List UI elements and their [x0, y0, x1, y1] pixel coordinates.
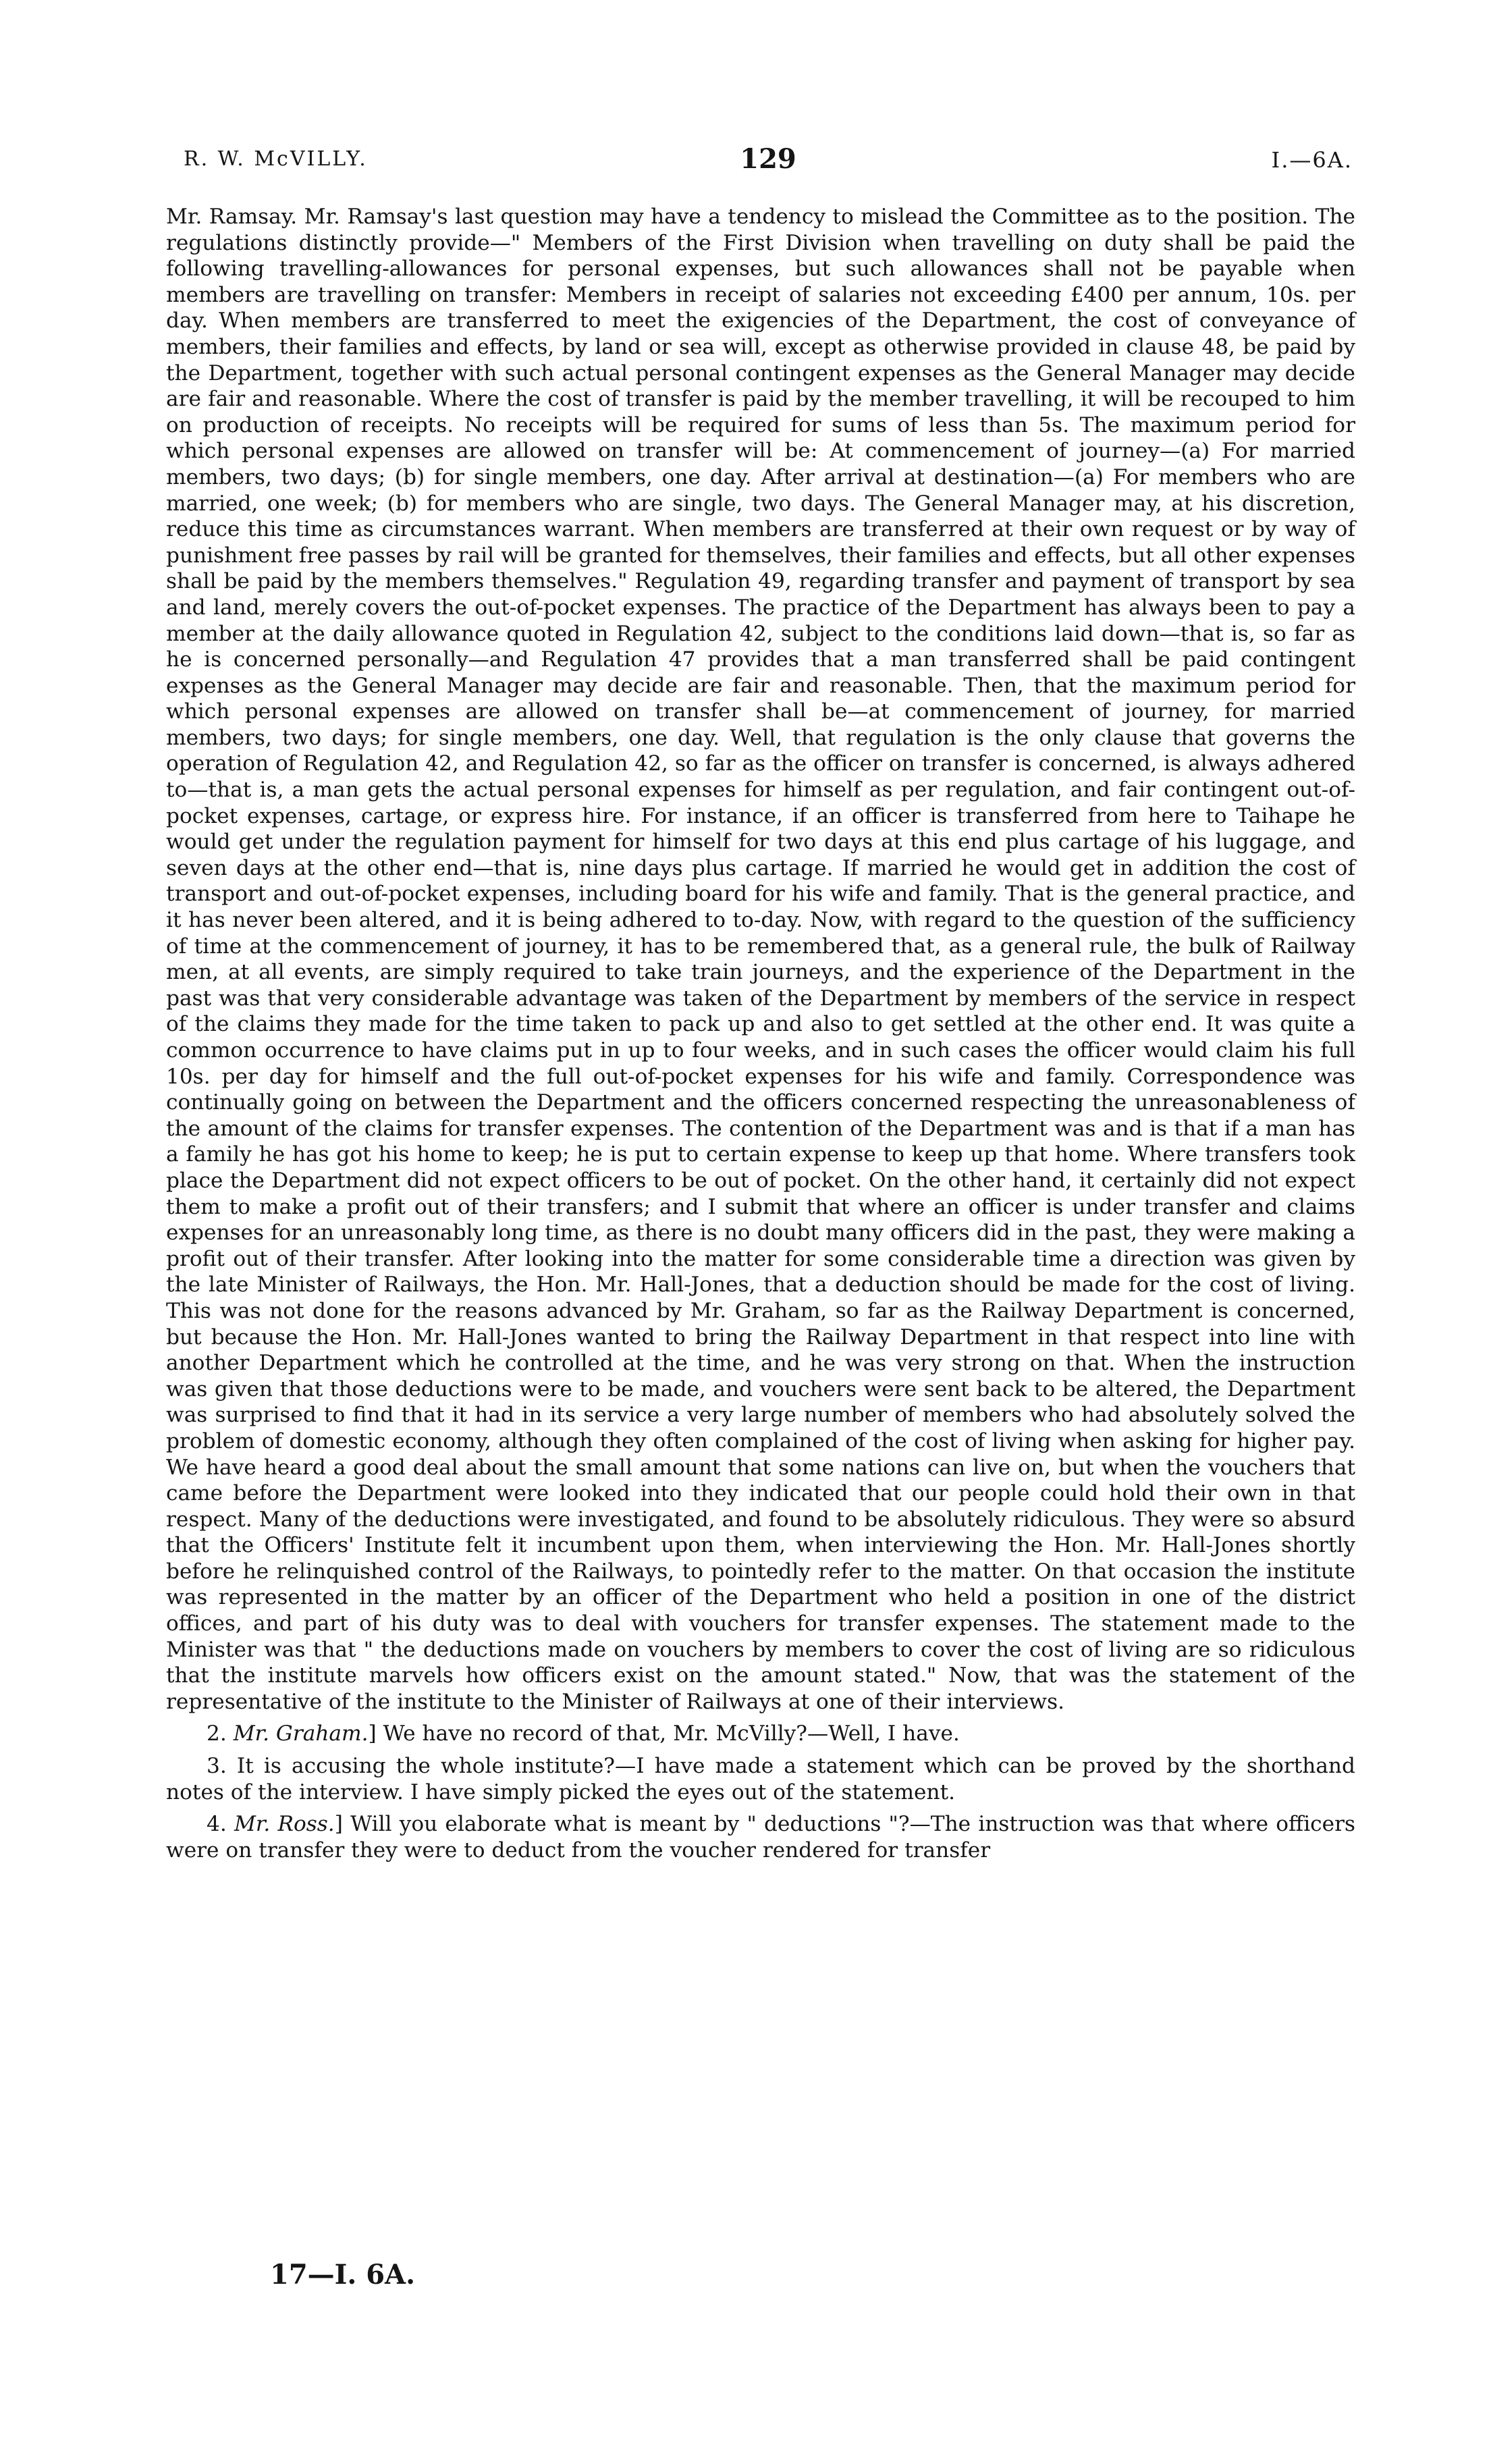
- question-number: 4.: [207, 1812, 227, 1837]
- question-3: [166, 1753, 1355, 1805]
- printer-signature-mark: 17—I. 6A.: [270, 2259, 416, 2291]
- question-number: 3.: [207, 1754, 227, 1779]
- question-text: ] We have no record of that, Mr. McVilly?—Well, I have.: [368, 1721, 960, 1746]
- question-number: 2.: [207, 1721, 227, 1746]
- question-4: [166, 1811, 1355, 1863]
- speaker-name: Mr. Ross.: [234, 1812, 335, 1837]
- header-witness-name: R. W. McVILLY.: [184, 147, 368, 171]
- page-body: [166, 204, 1355, 1863]
- page-header: [184, 143, 1353, 184]
- question-2: [166, 1721, 1355, 1747]
- header-paper-reference: I.—6A.: [1271, 147, 1353, 173]
- speaker-name: Mr. Graham.: [233, 1721, 369, 1746]
- question-text: ] Will you elaborate what is meant by " deductions "?—The instruction was that where officers were on transfer they were to deduct from the voucher rendered for transfer: [166, 1812, 1355, 1863]
- question-text: It is accusing the whole institute?—I have made a statement which can be proved by the shorthand notes of the interview. I have simply picked the eyes out of the statement.: [166, 1754, 1355, 1804]
- main-paragraph: Mr. Ramsay. Mr. Ramsay's last question may have a tendency to mislead the Committee as to the position. The regulations distinctly provide—" Members of the First Division when travelling on duty shall be paid the following travelling-allowances for personal expenses, but such allowances shall not be payable when members are travelling on transfer: Members in receipt of salaries not exceeding £400 per annum, 10s. per day. When members are transferred to meet the exigencies of the Department, the cost of conveyance of members, their families and effects, by land or sea will, except as otherwise provided in clause 48, be paid by the Department, together with such actual personal contingent expenses as the General Manager may decide are fair and reasonable. Where the cost of transfer is paid by the member travelling, it will be recouped to him on production of receipts. No receipts will be required for sums of less than 5s. The maximum period for which personal expenses are allowed on transfer will be: At commencement of journey—(a) For married members, two days; (b) for single members, one day. After arrival at destination—(a) For members who are married, one week; (b) for members who are single, two days. The General Manager may, at his discretion, reduce this time as circumstances warrant. When members are transferred at their own request or by way of punishment free passes by rail will be granted for themselves, their families and effects, but all other expenses shall be paid by the members themselves." Regulation 49, regarding transfer and payment of transport by sea and land, merely covers the out-of-pocket expenses. The practice of the Department has always been to pay a member at the daily allowance quoted in Regulation 42, subject to the conditions laid down—that is, so far as he is concerned personally—and Regulation 47 provides that a man transferred shall be paid contingent expenses as the General Manager may decide are fair and reasonable. Then, that the maximum period for which personal expenses are allowed on transfer shall be—at commencement of journey, for married members, two days; for single members, one day. Well, that regulation is the only clause that governs the operation of Regulation 42, and Regulation 42, so far as the officer on transfer is concerned, is always adhered to—that is, a man gets the actual personal expenses for himself as per regulation, and fair contingent out-of-pocket expenses, cartage, or express hire. For instance, if an officer is transferred from here to Taihape he would get under the regulation payment for himself for two days at this end plus cartage of his luggage, and seven days at the other end—that is, nine days plus cartage. If married he would get in addition the cost of transport and out-of-pocket expenses, including board for his wife and family. That is the general practice, and it has never been altered, and it is being adhered to to-day. Now, with regard to the question of the sufficiency of time at the commencement of journey, it has to be remembered that, as a general rule, the bulk of Railway men, at all events, are simply required to take train journeys, and the experience of the Department in the past was that very considerable advantage was taken of the Department by members of the service in respect of the claims they made for the time taken to pack up and also to get settled at the other end. It was quite a common occurrence to have claims put in up to four weeks, and in such cases the officer would claim his full 10s. per day for himself and the full out-of-pocket expenses for his wife and family. Correspondence was continually going on between the Department and the officers concerned respecting the unreasonableness of the amount of the claims for transfer expenses. The contention of the Department was and is that if a man has a family he has got his home to keep; he is put to certain expense to keep up that home. Where transfers took place the Department did not expect officers to be out of pocket. On the other hand, it certainly did not expect them to make a profit out of their transfers; and I submit that where an officer is under transfer and claims expenses for an unreasonably long time, as there is no doubt many officers did in the past, they were making a profit out of their transfer. After looking into the matter for some considerable time a direction was given by the late Minister of Railways, the Hon. Mr. Hall-Jones, that a deduction should be made for the cost of living. This was not done for the reasons advanced by Mr. Graham, so far as the Railway Department is concerned, but because the Hon. Mr. Hall-Jones wanted to bring the Railway Department in that respect into line with another Department which he controlled at the time, and he was very strong on that. When the instruction was given that those deductions were to be made, and vouchers were sent back to be altered, the Department was surprised to find that it had in its service a very large number of members who had absolutely solved the problem of domestic economy, although they often complained of the cost of living when asking for higher pay. We have heard a good deal about the small amount that some nations can live on, but when the vouchers that came before the Department were looked into they indicated that our people could hold their own in that respect. Many of the deductions were investigated, and found to be absolutely ridiculous. They were so absurd that the Officers' Institute felt it incumbent upon them, when interviewing the Hon. Mr. Hall-Jones shortly before he relinquished control of the Railways, to pointedly refer to the matter. On that occasion the institute was represented in the matter by an officer of the Department who held a position in one of the district offices, and part of his duty was to deal with vouchers for transfer expenses. The statement made to the Minister was that " the deductions made on vouchers by members to cover the cost of living are so ridiculous that the institute marvels how officers exist on the amount stated." Now, that was the statement of the representative of the institute to the Minister of Railways at one of their interviews.: [166, 205, 1355, 1714]
- page-number: 129: [740, 143, 796, 175]
